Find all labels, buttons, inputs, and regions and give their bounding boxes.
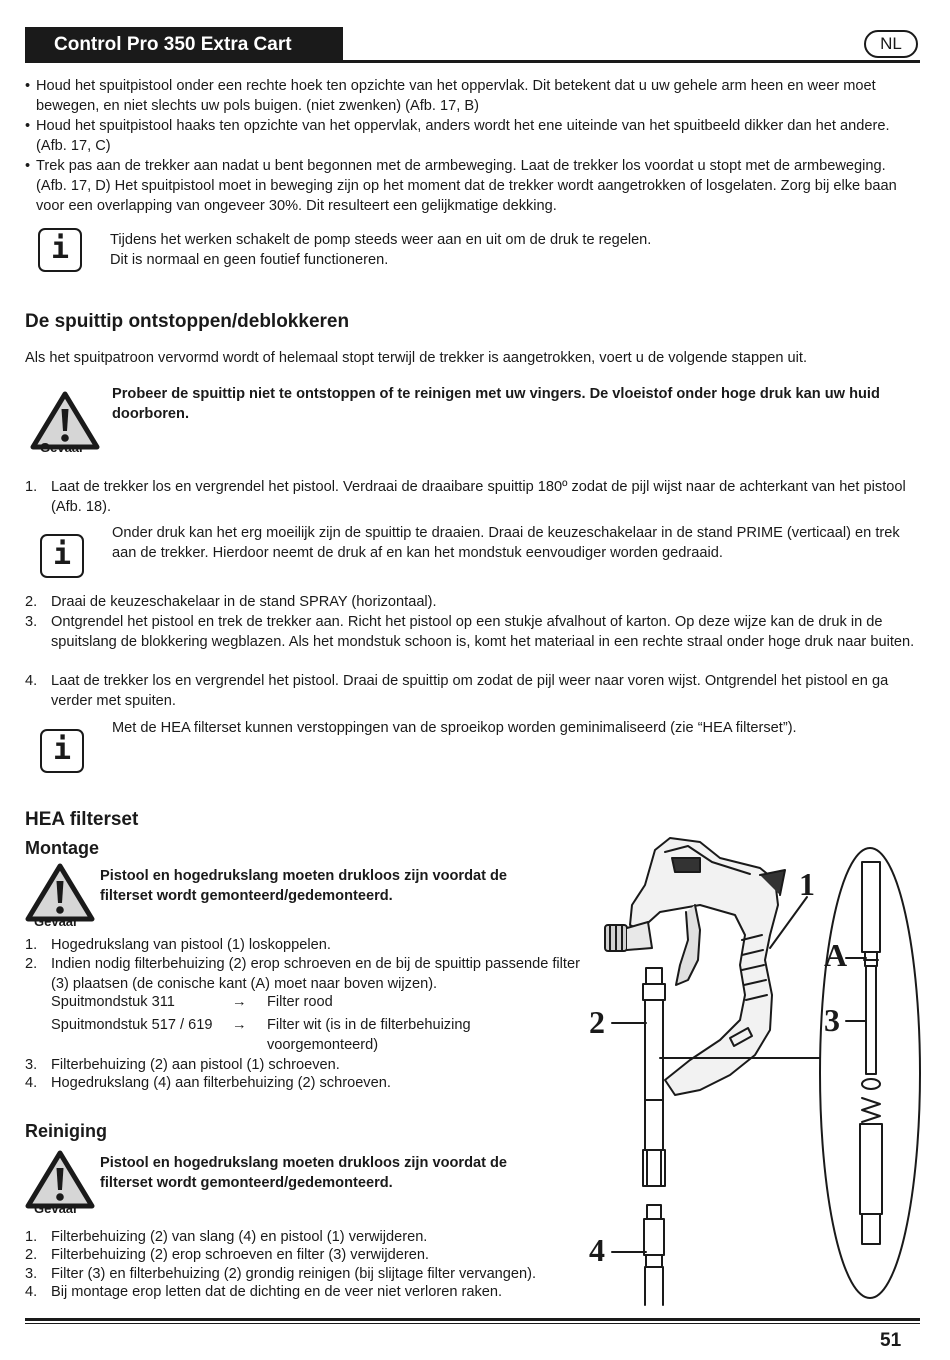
note-text: Met de HEA filterset kunnen verstoppingen van de sproeikop worden geminimaliseerd (zie “HEA filterset”). xyxy=(112,720,797,736)
warning-text: Pistool en hogedrukslang moeten drukloos zijn voordat de filterset wordt gemonteerd/gedemonteerd. xyxy=(100,1155,508,1191)
list-number: 4. xyxy=(25,1075,38,1091)
list-item xyxy=(25,672,920,711)
list-item xyxy=(25,1056,585,1076)
header-title: Control Pro 350 Extra Cart xyxy=(25,27,343,63)
list-item xyxy=(25,955,585,994)
nozzle-name: Spuitmondstuk 311 xyxy=(51,994,175,1010)
info-icon: i xyxy=(40,534,84,578)
list-item xyxy=(25,1228,595,1248)
list-text: Hogedrukslang van pistool (1) loskoppelen. xyxy=(51,937,331,953)
list-text: Filterbehuizing (2) van slang (4) en pistool (1) verwijderen. xyxy=(51,1229,428,1245)
spray-gun-filter-illustration xyxy=(585,835,925,1310)
list-text: Indien nodig filterbehuizing (2) erop schroeven en de bij de spuittip passende filter (3) plaatsen (de conische kant (A) moet naar boven wijzen). xyxy=(51,956,580,992)
note-line: Tijdens het werken schakelt de pomp steeds weer aan en uit om de druk te regelen. xyxy=(110,232,652,248)
subsection-title: Montage xyxy=(25,838,99,858)
figure-label: 1 xyxy=(799,866,815,902)
bullet-item: • Houd het spuitpistool haaks ten opzichte van het oppervlak, anders wordt het ene uiteinde van het spuitbeeld dikker dan het andere. (Afb. 17, C) xyxy=(25,116,915,156)
list-number: 3. xyxy=(25,1266,38,1282)
figure-label: 2 xyxy=(589,1004,605,1040)
list-number: 3. xyxy=(25,1057,38,1073)
arrow-right-icon: → xyxy=(232,1017,247,1033)
page-number: 51 xyxy=(880,1330,902,1351)
list-number: 2. xyxy=(25,1247,38,1263)
list-number: 4. xyxy=(25,1284,38,1300)
list-number: 2. xyxy=(25,594,38,610)
list-item xyxy=(25,478,920,517)
list-number: 4. xyxy=(25,673,38,689)
list-number: 1. xyxy=(25,937,38,953)
list-number: 1. xyxy=(25,479,38,495)
list-text: Bij montage erop letten dat de dichting en de veer niet verloren raken. xyxy=(51,1284,503,1300)
list-text: Filterbehuizing (2) aan pistool (1) schroeven. xyxy=(51,1057,340,1073)
list-number: 3. xyxy=(25,614,38,630)
list-text: Laat de trekker los en vergrendel het pistool. Verdraai de draaibare spuittip 180º zodat de pijl wijst naar de achterkant van het pistool (Afb. 18). xyxy=(51,479,906,515)
warning-text: Pistool en hogedrukslang moeten drukloos zijn voordat de filterset wordt gemonteerd/gedemonteerd. xyxy=(100,868,508,904)
list-text: Filter (3) en filterbehuizing (2) grondig reinigen (bij slijtage filter vervangen). xyxy=(51,1266,537,1282)
footer-rule xyxy=(25,1318,920,1321)
language-badge: NL xyxy=(864,30,918,58)
nozzle-name: Spuitmondstuk 517 / 619 xyxy=(51,1017,213,1033)
list-text: Ontgrendel het pistool en trek de trekker aan. Richt het pistool op een stukje afvalhout of karton. Op deze wijze kan de druk in de spuitslang de blokkering wegblazen. Als het mondstuk schoon is, komt het materiaal in een rechte straal onder hoge druk naar buiten. xyxy=(51,614,915,650)
list-text: Hogedrukslang (4) aan filterbehuizing (2) schroeven. xyxy=(51,1075,391,1091)
list-item xyxy=(25,1265,595,1285)
figure-label: 3 xyxy=(824,1002,840,1038)
note-text: Onder druk kan het erg moeilijk zijn de spuittip te draaien. Draai de keuzeschakelaar in de stand PRIME (verticaal) en trek aan de trekker. Hierdoor neemt de druk af en kan het mondstuk eenvoudiger worden gedraaid. xyxy=(112,525,900,561)
arrow-right-icon: → xyxy=(232,994,247,1010)
warning-label: Gevaar xyxy=(40,440,85,455)
list-text: Filterbehuizing (2) erop schroeven en filter (3) verwijderen. xyxy=(51,1247,429,1263)
note-line: Dit is normaal en geen foutief functioneren. xyxy=(110,252,389,268)
info-icon: i xyxy=(38,228,82,272)
list-item xyxy=(25,1074,585,1094)
list-item xyxy=(25,593,920,613)
list-text: Laat de trekker los en vergrendel het pistool. Draai de spuittip om zodat de pijl weer naar voren wijst. Ontgrendel het pistool en ga verder met spuiten. xyxy=(51,673,889,709)
list-item xyxy=(25,1283,595,1303)
footer-rule xyxy=(25,1323,920,1324)
bullet-item: • Houd het spuitpistool onder een rechte hoek ten opzichte van het oppervlak. Dit betekent dat u uw gehele arm heen en weer moet bewegen, en niet slechts uw pols buigen. (niet zwenken) (Afb. 17, B) xyxy=(25,76,915,116)
subsection-title: Reiniging xyxy=(25,1121,107,1141)
list-item xyxy=(25,1246,595,1266)
list-item xyxy=(25,613,920,652)
filter-name: Filter wit (is in de filterbehuizing voorgemonteerd) xyxy=(267,1017,471,1053)
section-intro: Als het spuitpatroon vervormd wordt of helemaal stopt terwijl de trekker is aangetrokken, voert u de volgende stappen uit. xyxy=(25,350,807,366)
list-item xyxy=(25,936,585,956)
figure-label: A xyxy=(824,937,848,973)
list-number: 2. xyxy=(25,956,38,972)
filter-name: Filter rood xyxy=(267,994,333,1010)
warning-text: Probeer de spuittip niet te ontstoppen of te reinigen met uw vingers. De vloeistof onder hoge druk kan uw huid doorboren. xyxy=(112,386,880,422)
section-title: HEA filterset xyxy=(25,809,139,830)
warning-label: Gevaar xyxy=(34,1201,79,1216)
list-number: 1. xyxy=(25,1229,38,1245)
warning-label: Gevaar xyxy=(34,914,79,929)
bullet-item: • Trek pas aan de trekker aan nadat u bent begonnen met de armbeweging. Laat de trekker los voordat u stopt met de armbeweging. (Afb. 17, D) Het spuitpistool moet in beweging zijn op het moment dat de trekker wordt aangetrokken of losgelaten. Zorg bij elke baan voor een overlapping van ongeveer 30%. Dit resulteert een gelijkmatige dekking. xyxy=(25,156,915,216)
list-text: Draai de keuzeschakelaar in de stand SPRAY (horizontaal). xyxy=(51,594,437,610)
section-title: De spuittip ontstoppen/deblokkeren xyxy=(25,311,350,332)
figure-label: 4 xyxy=(589,1232,605,1268)
info-icon: i xyxy=(40,729,84,773)
